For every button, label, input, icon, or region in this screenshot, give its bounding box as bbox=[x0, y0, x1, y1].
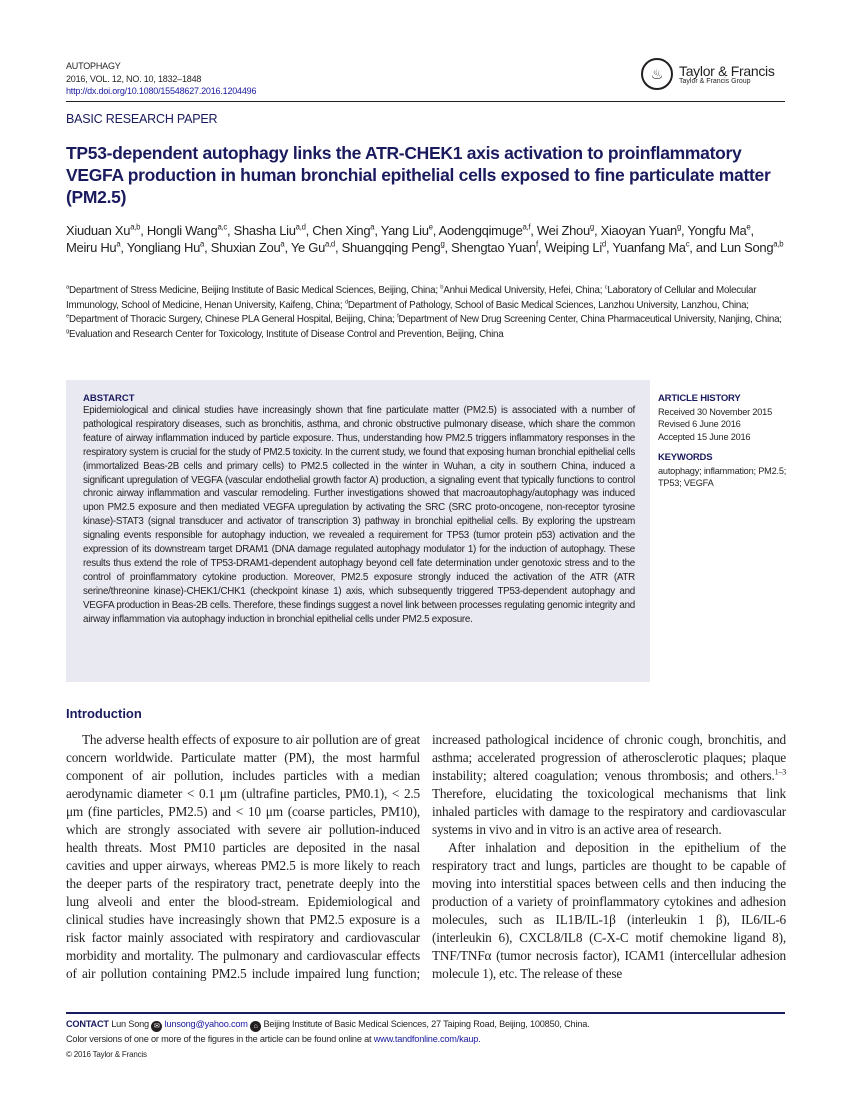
author-affiliation: f bbox=[535, 239, 538, 249]
citation[interactable]: 1–3 bbox=[774, 767, 786, 777]
affiliation-key: d bbox=[344, 299, 348, 306]
affiliation-item: $^g$Evaluation and Research Center for Toxicology, Institute of Disease Control and Prevention, Beijing, China bbox=[66, 328, 504, 340]
author-affiliation: g bbox=[440, 239, 445, 249]
author: Shengtao Yuan$^f$ bbox=[451, 239, 538, 255]
author-affiliation: a,f bbox=[522, 222, 531, 232]
affiliation-item: $^b$Anhui Medical University, Hefei, China; bbox=[440, 284, 605, 296]
affiliations bbox=[66, 284, 786, 342]
received-date: Received 30 November 2015 bbox=[658, 406, 772, 417]
author: Chen Xing$^a$ bbox=[312, 222, 375, 238]
author: Shasha Liu$^{a,d}$ bbox=[233, 222, 306, 238]
revised-date: Revised 6 June 2016 bbox=[658, 419, 741, 429]
author-affiliation: a bbox=[370, 222, 375, 232]
affiliation-key: f bbox=[397, 313, 399, 320]
affiliation-item: $^c$Laboratory of Cellular and Molecular Immunology, School of Medicine, Henan University, Kaifeng, China; bbox=[66, 284, 757, 311]
email-link[interactable]: lunsong@yahoo.com bbox=[164, 1019, 248, 1029]
author-affiliation: d bbox=[601, 239, 606, 249]
author: Shuangqing Peng$^g$ bbox=[341, 239, 445, 255]
author: Ye Gu$^{a,d}$ bbox=[290, 239, 335, 255]
author-list: Xiuduan Xu$^{a,b}$, Hongli Wang$^{a,c}$, Shasha Liu$^{a,d}$, Chen Xing$^a$, Yang Liu$^e$, Aodengqimuge$^{a,f}$, Wei Zhou$^g$, Xiaoyan Yuan$^g$, Yongfu Ma$^e$, Meiru Hu$^a$, Yongliang Hu$^a$, Shuxian Zou$^a$, Ye Gu$^{a,d}$, Shuangqing Peng$^g$, Shengtao Yuan$^f$, Weiping Li$^d$, Yuanfang Ma$^c$, and Lun Song$^{a,b}$ bbox=[66, 222, 784, 255]
header-rule bbox=[66, 101, 785, 102]
publisher-name: Taylor & Francis bbox=[679, 63, 775, 79]
abstract-heading: ABSTARCT bbox=[83, 393, 135, 404]
contact-name: Lun Song bbox=[111, 1019, 149, 1029]
author: Xiaoyan Yuan$^g$ bbox=[600, 222, 682, 238]
copyright: © 2016 Taylor & Francis bbox=[66, 1050, 147, 1059]
contact-label: CONTACT bbox=[66, 1019, 109, 1029]
article-info bbox=[658, 393, 788, 490]
email-icon: ✉ bbox=[151, 1021, 162, 1032]
volume-info: 2016, VOL. 12, NO. 10, 1832–1848 bbox=[66, 73, 202, 84]
affiliation-key: e bbox=[66, 313, 70, 320]
journal-name: AUTOPHAGY bbox=[66, 61, 121, 71]
affiliation-item: $^f$Department of New Drug Screening Center, China Pharmaceutical University, Nanjing, China; bbox=[397, 313, 782, 325]
introduction-body bbox=[66, 731, 786, 983]
intro-paragraph-2: After inhalation and deposition in the epithelium of the respiratory tract and lungs, particles are thought to be capable of moving into interstitial spaces between cells and then inducing the production of a variety of proinflammatory cytokines and adhesion molecules, such as IL1B/IL-1β (interleukin 1 β), IL6/IL-6 (interleukin 6), CXCL8/IL8 (C-X-C motif chemokine ligand 8), TNF/TNFα (tumor necrosis factor), ICAM1 (intercellular adhesion molecule 1), etc. The release of these bbox=[432, 840, 786, 981]
journal-header bbox=[66, 60, 256, 98]
affiliation-key: b bbox=[440, 284, 444, 291]
author-affiliation: a,b bbox=[773, 239, 784, 249]
author: Yang Liu$^e$ bbox=[380, 222, 433, 238]
abstract-text: Epidemiological and clinical studies have increasingly shown that fine particulate matter (PM2.5) is associated with a number of pathological respiratory diseases, such as bronchitis, asthma, and chronic obstructive pulmonary disease, which share the common feature of airway inflammation induced by particle exposure. Thus, understanding how PM2.5 triggers inflammatory responses in the respiratory system is crucial for the study of PM2.5 toxicity. In the current study, we found that exposing human bronchial epithelial cells (immortalized Beas-2B cells and primary cells) to PM2.5 collected in the winter in Wuhan, a city in southern China, induced a significant upregulation of VEGFA (vascular endothelial growth factor A) production, a signaling event that typically functions to control chronic airway inflammation and vascular remodeling. Further investigations showed that macroautophagy/autophagy was induced upon PM2.5 exposure and then mediated VEGFA upregulation by activating the SRC (SRC proto-oncogene, non-receptor tyrosine kinase)-STAT3 (signal transducer and activator of transcription 3) pathway in bronchial epithelial cells. By exploring the upstream signaling events responsible for autophagy induction, we revealed a requirement for TP53 (tumor protein p53) activation and the expression of its downstream target DRAM1 (DNA damage regulated autophagy modulator 1) for the induction of autophagy. These results thus extend the role of TP53-DRAM1-dependent autophagy beyond cell fate determination under genotoxic stress and to the control of proinflammatory cytokine production. Moreover, PM2.5 exposure strongly induced the activation of the ATR (ATR serine/threonine kinase)-CHEK1/CHK1 (checkpoint kinase 1) axis, which subsequently triggered TP53-dependent autophagy and VEGFA production in Beas-2B cells. Therefore, these findings suggest a novel link between processes regulating genomic integrity and airway inflammation via autophagy induction in bronchial epithelial cells under PM2.5 exposure. bbox=[83, 405, 635, 625]
author: Hongli Wang$^{a,c}$ bbox=[146, 222, 227, 238]
author-affiliation: a,c bbox=[217, 222, 227, 232]
author: Aodengqimuge$^{a,f}$ bbox=[438, 222, 531, 238]
author-affiliation: a bbox=[116, 239, 121, 249]
accepted-date: Accepted 15 June 2016 bbox=[658, 431, 751, 442]
affiliation-item: $^a$Department of Stress Medicine, Beijing Institute of Basic Medical Sciences, Beijing, China; bbox=[66, 284, 441, 296]
footer-rule bbox=[66, 1012, 785, 1014]
contact-address: Beijing Institute of Basic Medical Sciences, 27 Taiping Road, Beijing, 100850, China. bbox=[263, 1019, 590, 1029]
author-affiliation: a bbox=[200, 239, 205, 249]
author: and Lun Song$^{a,b}$ bbox=[695, 239, 784, 255]
author-affiliation: g bbox=[589, 222, 594, 232]
author: Xiuduan Xu$^{a,b}$ bbox=[66, 222, 141, 238]
author-affiliation: a bbox=[280, 239, 285, 249]
footer bbox=[66, 1017, 785, 1062]
author: Meiru Hu$^a$ bbox=[66, 239, 121, 255]
affiliation-key: c bbox=[604, 284, 608, 291]
affiliation-item: $^e$Department of Thoracic Surgery, Chinese PLA General Hospital, Beijing, China; bbox=[66, 313, 398, 325]
address-icon: ⌂ bbox=[250, 1021, 261, 1032]
intro-text-cont: Therefore, elucidating the toxicological mechanisms that link inhaled particles with damage to the respiratory and cardiovascular systems in vivo and in vitro is an active area of research. bbox=[432, 786, 786, 837]
author-affiliation: a,b bbox=[130, 222, 141, 232]
affiliation-key: g bbox=[66, 328, 70, 335]
author: Yongliang Hu$^a$ bbox=[126, 239, 205, 255]
abstract-box bbox=[66, 380, 650, 682]
author: Shuxian Zou$^a$ bbox=[210, 239, 285, 255]
author-affiliation: e bbox=[746, 222, 751, 232]
affiliation-key: a bbox=[66, 284, 70, 291]
author: Wei Zhou$^g$ bbox=[536, 222, 594, 238]
affiliation-item: $^d$Department of Pathology, School of Basic Medical Sciences, Lanzhou University, Lanzhou, China; bbox=[344, 299, 749, 311]
author-affiliation: g bbox=[676, 222, 682, 232]
section-label: BASIC RESEARCH PAPER bbox=[66, 112, 218, 126]
lamp-icon: ♨ bbox=[641, 58, 673, 90]
publisher-logo bbox=[641, 58, 775, 90]
journal-link[interactable]: www.tandfonline.com/kaup. bbox=[373, 1034, 481, 1044]
author-affiliation: a,d bbox=[325, 239, 335, 249]
keywords-heading: KEYWORDS bbox=[658, 452, 713, 463]
paper-title: TP53-dependent autophagy links the ATR-CHEK1 axis activation to proinflammatory VEGFA production in human bronchial epithelial cells exposed to fine particulate matter (PM2.5) bbox=[66, 143, 771, 207]
author-affiliation: a,d bbox=[295, 222, 306, 232]
color-note: Color versions of one or more of the figures in the article can be found online at bbox=[66, 1034, 374, 1044]
intro-text: The adverse health effects of exposure to air pollution are of great concern worldwide. Particulate matter (PM), the most harmful component of air pollution, includes particles with a median aerodynamic diameter < 0.1 μm (ultrafine particles, PM0.1), < 2.5 μm (fine particles, PM2.5) and < 10 μm (coarse particles, PM10), which are strongly associated with severe air pollution-induced health threats. Most PM10 particles are deposited in the nasal cavities and upper airways, whereas PM2.5 is more likely to reach the deeper parts of the respiratory tract, penetrate deeply into the lung alveoli and enter the blood-stream. Epidemiological and clinical studies have increasingly shown that PM2.5 exposure is a risk factor mainly associated with respiratory and cardiovascular morbidity and mortality. The pulmonary and cardiovascular effects of air pollution containing PM2.5 include impaired lung function; increased pathological incidence of chronic cough, bronchitis, and asthma; accelerated progression of atherosclerotic plaques; plaque instability; altered coagulation; venous thrombosis; and others. bbox=[66, 732, 786, 981]
keywords-text: autophagy; inflammation; PM2.5; TP53; VEGFA bbox=[658, 465, 787, 488]
publisher-group: Taylor & Francis Group bbox=[679, 78, 751, 85]
author: Yongfu Ma$^e$ bbox=[687, 222, 751, 238]
author-affiliation: e bbox=[428, 222, 433, 232]
author: Weiping Li$^d$ bbox=[544, 239, 606, 255]
author: Yuanfang Ma$^c$ bbox=[612, 239, 690, 255]
doi-link[interactable]: http://dx.doi.org/10.1080/15548627.2016.1204496 bbox=[66, 86, 257, 96]
author-affiliation: c bbox=[685, 239, 690, 249]
introduction-heading: Introduction bbox=[66, 706, 142, 721]
history-heading: ARTICLE HISTORY bbox=[658, 393, 741, 404]
